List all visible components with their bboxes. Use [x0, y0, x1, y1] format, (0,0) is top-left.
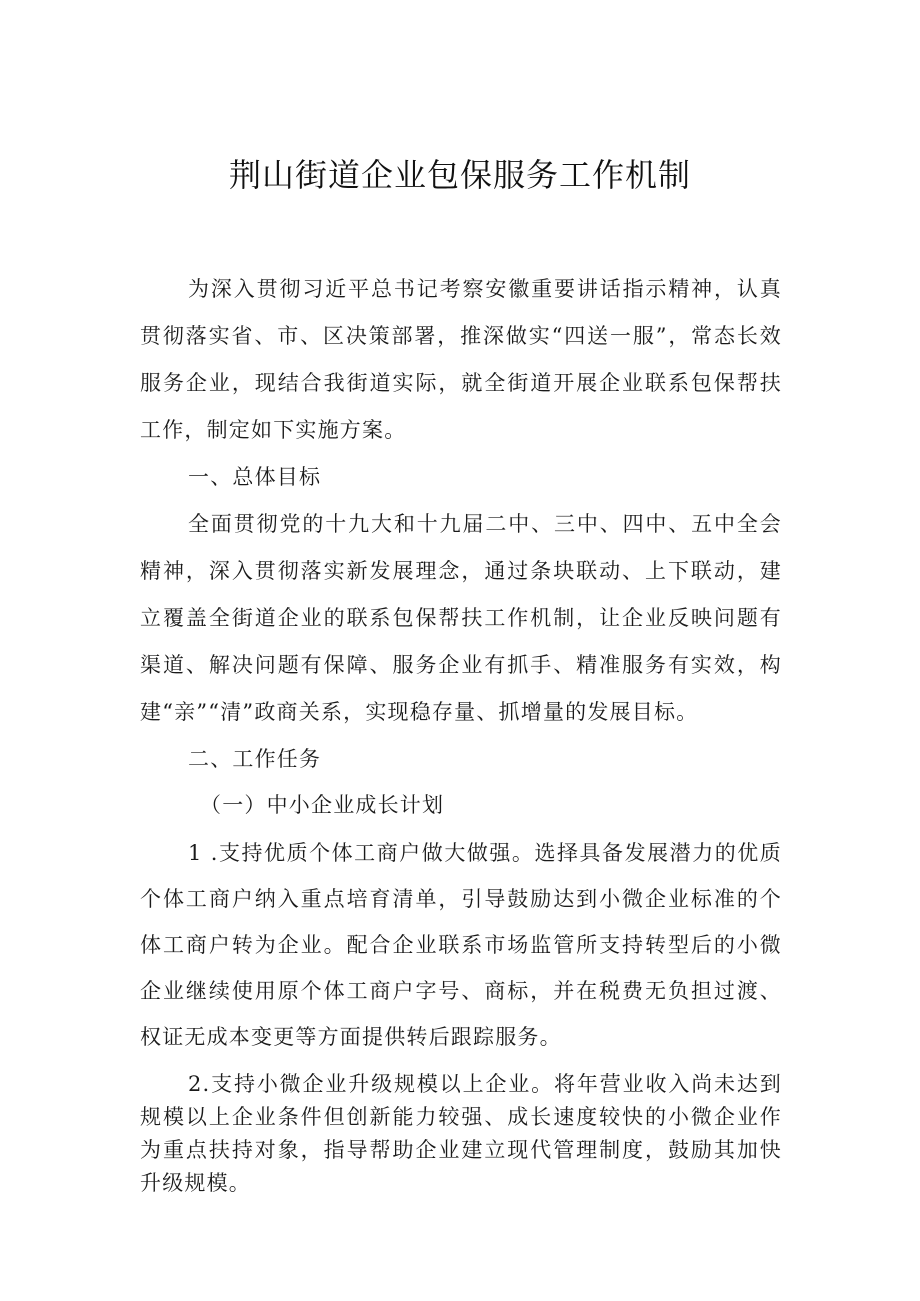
overall-goal-paragraph: 全面贯彻党的十九大和十九届二中、三中、四中、五中全会精神，深入贯彻落实新发展理念，通过条块联动、上下联动，建立覆盖全街道企业的联系包保帮扶工作机制，让企业反映问题有渠道、解决问题有保障、服务企业有抓手、精准服务有实效，构建“亲”“清”政商关系，实现稳存量、抓增量的发展目标。 — [140, 512, 782, 724]
intro-paragraph: 为深入贯彻习近平总书记考察安徽重要讲话指示精神，认真贯彻落实省、市、区决策部署，推深做实“四送一服”，常态长效服务企业，现结合我街道实际，就全街道开展企业联系包保帮扶工作，制定如下实施方案。 — [140, 277, 782, 442]
section-heading-work-tasks: 二、工作任务 — [188, 747, 322, 771]
section-heading-overall-goal: 一、总体目标 — [188, 465, 322, 489]
task-item-2: 2.支持小微企业升级规模以上企业。将年营业收入尚未达到规模以上企业条件但创新能力较强、成长速度较快的小微企业作为重点扶持对象，指导帮助企业建立现代管理制度，鼓励其加快升级规模。 — [140, 1072, 782, 1195]
task-item-1: 1 .支持优质个体工商户做大做强。选择具备发展潜力的优质个体工商户纳入重点培育清单，引导鼓励达到小微企业标准的个体工商户转为企业。配合企业联系市场监管所支持转型后的小微企业继续使用原个体工商户字号、商标，并在税费无负担过渡、权证无成本变更等方面提供转后跟踪服务。 — [140, 841, 782, 1049]
document-title: 荆山街道企业包保服务工作机制 — [228, 156, 691, 194]
subsection-heading-sme-growth: （一）中小企业成长计划 — [200, 793, 445, 817]
